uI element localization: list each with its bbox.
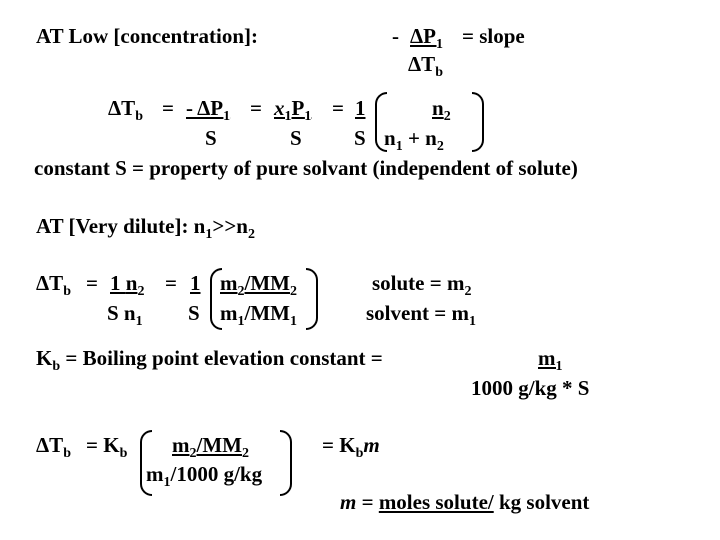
eq1-equals-a: = — [162, 96, 174, 120]
eq1-term4: $n_2$ — [432, 96, 451, 124]
kb-denominator: 1000 g/kg * S — [471, 376, 590, 400]
eq2-frac1-num: 1 $n_2$ — [110, 271, 145, 299]
eq1-den2: S — [290, 126, 302, 150]
slope-minus: - — [392, 24, 399, 48]
heading-low-concentration: AT Low [concentration]: — [36, 24, 259, 48]
eq3-rhs: = $K_bm$ — [322, 433, 380, 461]
eq3-right-paren — [280, 430, 292, 496]
eq2-right-paren — [306, 268, 318, 330]
kb-numerator: $m_1$ — [538, 346, 563, 374]
eq2-frac2-den: S — [188, 301, 200, 325]
eq3-numerator: $m_2/MM_2$ — [172, 433, 249, 461]
eq1-equals-b: = — [250, 96, 262, 120]
solvent-definition: solvent = $m_1$ — [366, 301, 476, 329]
eq1-den1: S — [205, 126, 217, 150]
eq1-right-paren — [472, 92, 484, 152]
heading-very-dilute: AT [Very dilute]: $n_1>>n_2$ — [36, 214, 255, 242]
eq1-den3: S — [354, 126, 366, 150]
constant-s-note: constant S = property of pure solvant (independent of solute) — [34, 156, 578, 180]
eq2-equals-b: = — [165, 271, 177, 295]
eq1-lhs: $\Delta T_b$ — [108, 96, 143, 124]
eq3-equals-kb: = $K_b$ — [86, 433, 128, 461]
slope-denominator: $\Delta T_b$ — [408, 52, 443, 80]
eq3-lhs: $\Delta T_b$ — [36, 433, 71, 461]
eq1-term3: 1 — [355, 96, 366, 120]
eq2-equals-a: = — [86, 271, 98, 295]
eq1-term2: $x_1P_1$ — [274, 96, 312, 124]
eq1-den4: $n_1 + n_2$ — [384, 126, 444, 154]
eq2-frac2-num: 1 — [190, 271, 201, 295]
eq1-term1: - $\Delta P_1$ — [186, 96, 231, 124]
eq2-frac1-den: S $n_1$ — [107, 301, 143, 329]
eq2-frac3-den: $m_1/MM_1$ — [220, 301, 297, 329]
kb-definition: $K_b$ = Boiling point elevation constant = — [36, 346, 383, 374]
eq3-denominator: $m_1/1000$ g/kg — [146, 462, 263, 490]
eq2-frac3-num: $m_2/MM_2$ — [220, 271, 297, 299]
eq1-equals-c: = — [332, 96, 344, 120]
solute-definition: solute = $m_2$ — [372, 271, 472, 299]
molality-definition: m = moles solute/ kg solvent — [340, 490, 590, 514]
eq2-lhs: $\Delta T_b$ — [36, 271, 71, 299]
slope-numerator: $\Delta P_1$ — [410, 24, 443, 52]
slope-equals: = slope — [462, 24, 525, 48]
